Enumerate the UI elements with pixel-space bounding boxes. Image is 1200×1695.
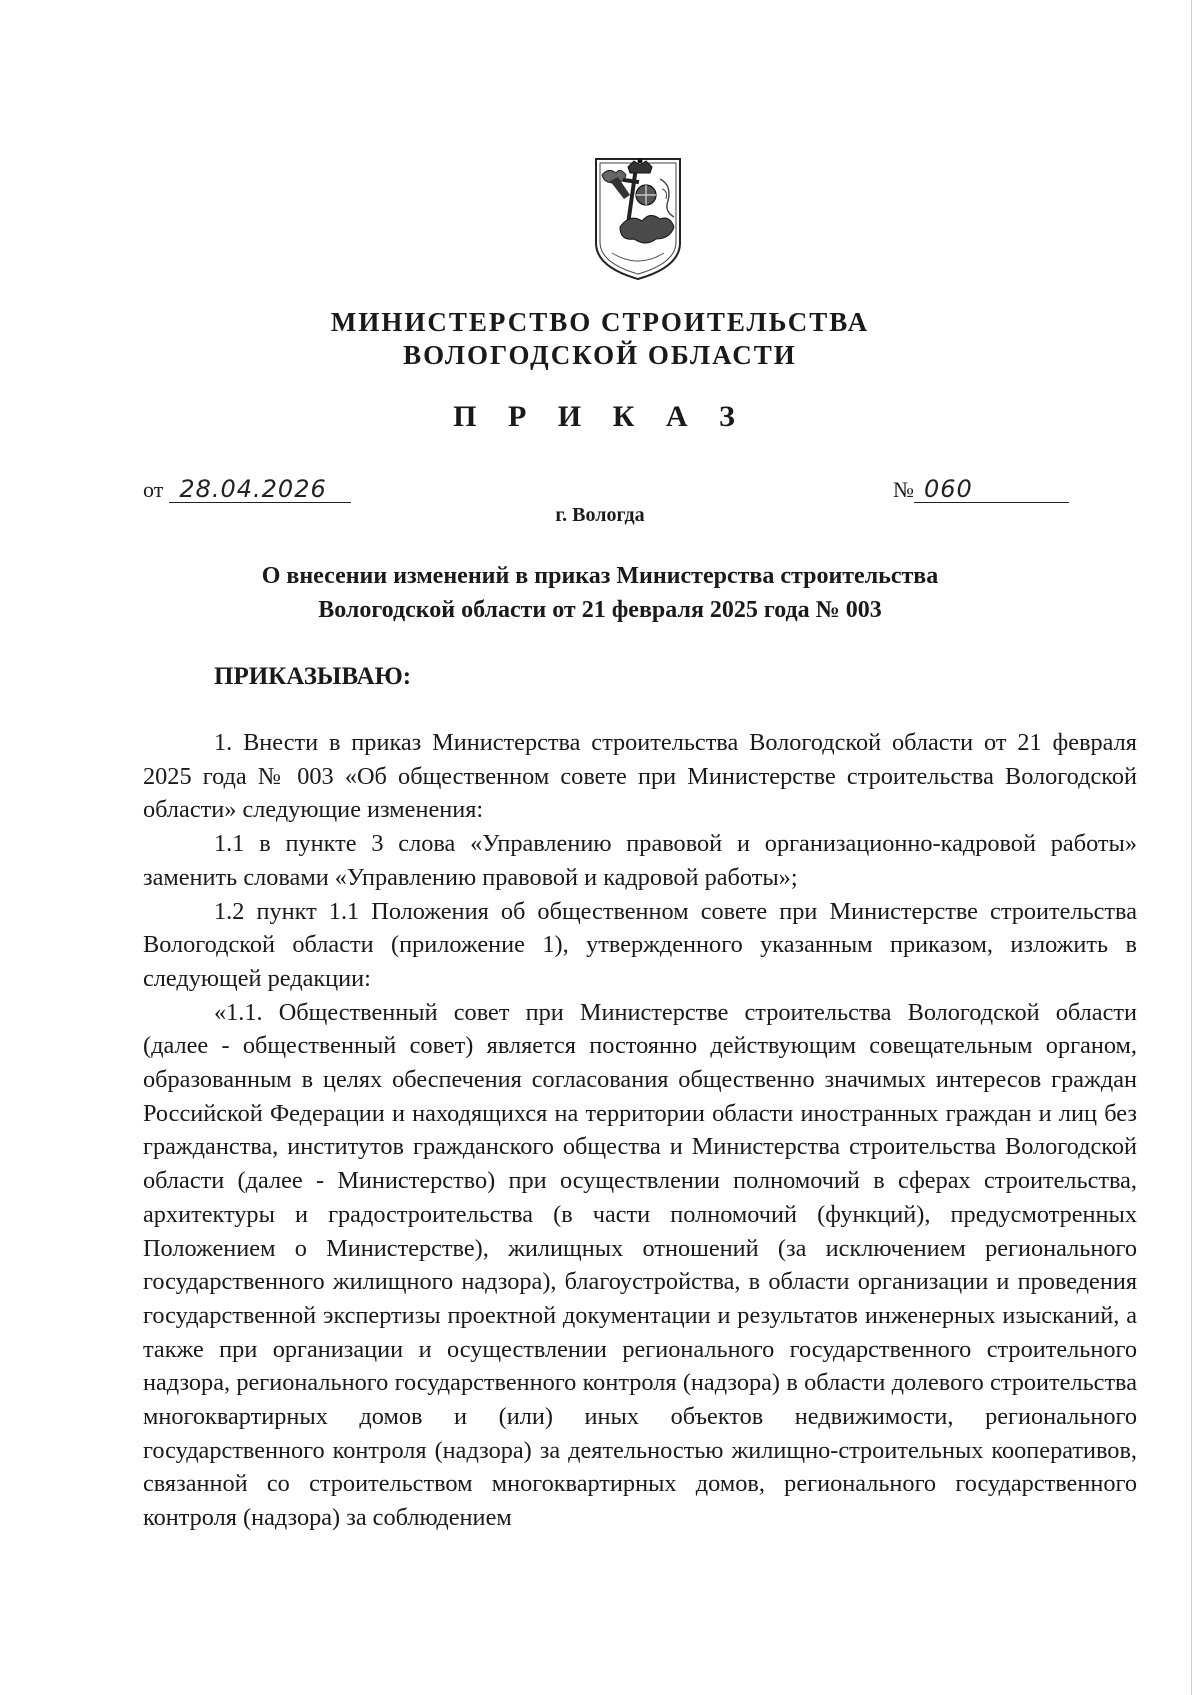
subject-line1: О внесении изменений в приказ Министерства строительства: [261, 563, 939, 589]
paragraph: 1.2 пункт 1.1 Положения об общественном совете при Министерстве строительства Вологодской области (приложение 1), утвержденного указанным приказом, изложить в следующей редакции:: [143, 897, 1137, 992]
date-field: [143, 476, 351, 503]
ministry-name-line2: ВОЛОГОДСКОЙ ОБЛАСТИ: [403, 340, 797, 370]
city-label: г. Вологда: [555, 504, 645, 526]
number-value: 060: [914, 476, 1069, 503]
date-label: от: [143, 477, 164, 502]
vologda-oblast-coat-of-arms-icon: [590, 155, 686, 283]
paragraph: «1.1. Общественный совет при Министерстве строительства Вологодской области (далее - общественный совет) является постоянно действующим совещательным органом, образованным в целях обеспечения согласования общественно значимых интересов граждан Российской Федерации и находящихся на территории области иностранных граждан и лиц без гражданства, институтов гражданского общества и Министерства строительства Вологодской области (далее - Министерство) при осуществлении полномочий в сферах строительства, архитектуры и градостроительства (в части полномочий (функций), предусмотренных Положением о Министерстве), жилищных отношений (за исключением регионального государственного жилищного надзора), благоустройства, в области организации и проведения государственной экспертизы проектной документации и результатов инженерных изысканий, а также при организации и осуществлении регионального государственного строительного надзора, регионального государственного контроля (надзора) в области долевого строительства многоквартирных домов и (или) иных объектов недвижимости, регионального государственного контроля (надзора) за деятельностью жилищно-строительных кооперативов, связанной со строительством многоквартирных домов, регионального государственного контроля (надзора) за соблюдением: [143, 998, 1137, 1532]
number-label: №: [893, 477, 914, 502]
ministry-name-line1: МИНИСТЕРСТВО СТРОИТЕЛЬСТВА: [330, 307, 870, 337]
document-body: [143, 726, 1137, 1535]
number-field: [893, 476, 1069, 503]
paragraph: 1. Внести в приказ Министерства строительства Вологодской области от 21 февраля 2025 года № 003 «Об общественном совете при Министерстве строительства Вологодской области» следующие изменения:: [143, 729, 1137, 824]
order-heading: ПРИКАЗЫВАЮ:: [214, 663, 412, 690]
paragraph: 1.1 в пункте 3 слова «Управлению правовой и организационно-кадровой работы» заменить словами «Управлению правовой и кадровой работы»;: [143, 830, 1137, 891]
scan-edge-line: [1191, 0, 1192, 1695]
subject-line2: Вологодской области от 21 февраля 2025 года № 003: [318, 597, 882, 623]
document-type-title: П Р И К А З: [453, 400, 747, 433]
date-value: 28.04.2026: [169, 476, 350, 503]
